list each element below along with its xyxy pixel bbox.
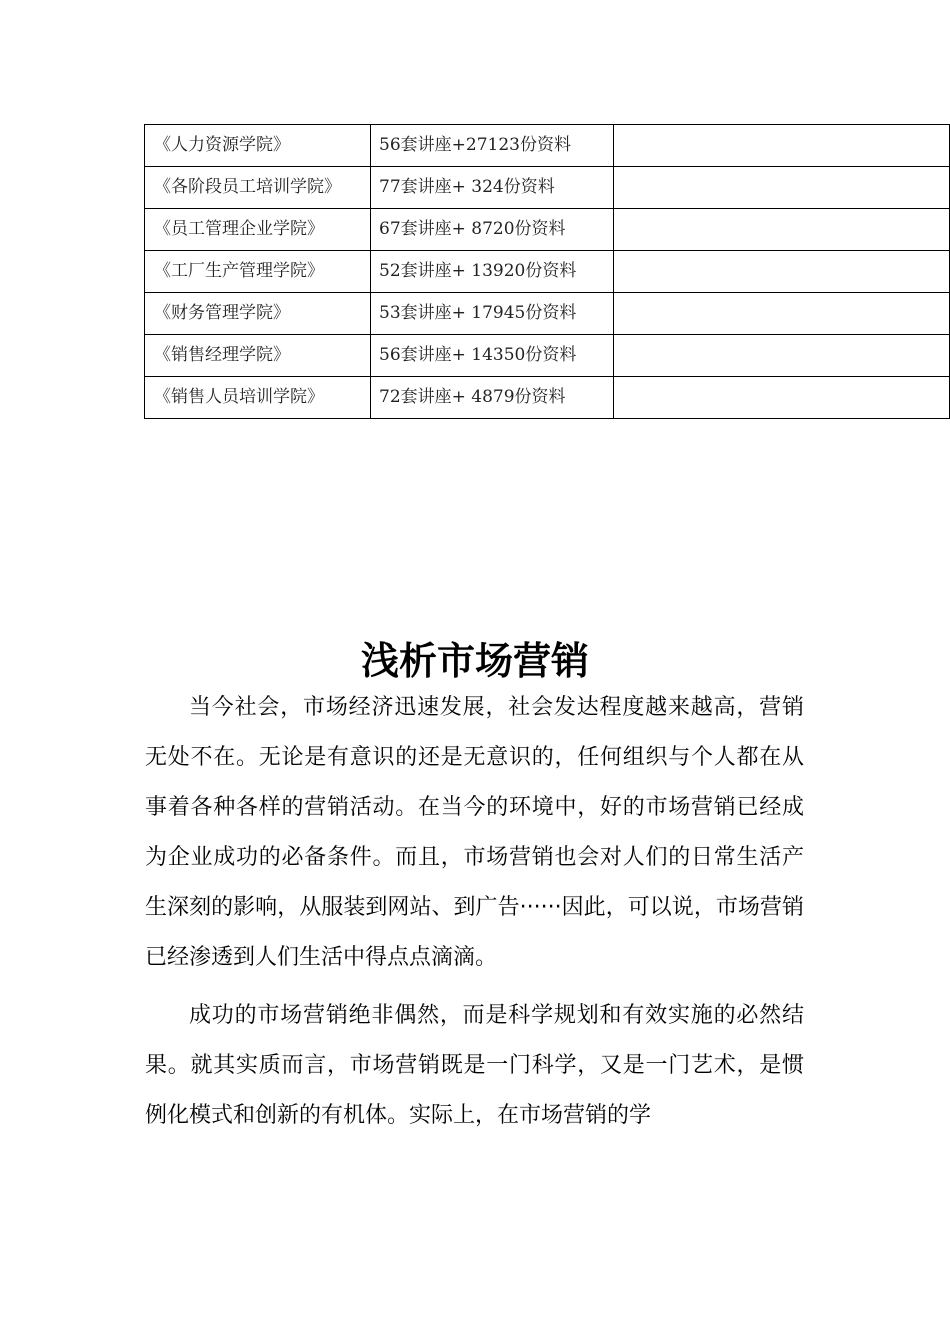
resource-count-cell: 56套讲座+ 14350份资料 bbox=[371, 335, 614, 377]
article-paragraph: 当今社会，市场经济迅速发展，社会发达程度越来越高，营销无处不在。无论是有意识的还是无意识的，任何组织与个人都在从事着各种各样的营销活动。在当今的环境中，好的市场营销已经成为企业成功的必备条件。而且，市场营销也会对人们的日常生活产生深刻的影响，从服装到网站、到广告······因此，可以说，市场营销已经渗透到人们生活中得点点滴滴。 bbox=[145, 695, 804, 970]
table-row bbox=[145, 167, 950, 209]
college-name-cell: 《工厂生产管理学院》 bbox=[145, 251, 371, 293]
college-name-cell: 《员工管理企业学院》 bbox=[145, 209, 371, 251]
resource-count-cell: 77套讲座+ 324份资料 bbox=[371, 167, 614, 209]
table-row bbox=[145, 209, 950, 251]
resource-count-cell: 72套讲座+ 4879份资料 bbox=[371, 377, 614, 419]
article-paragraph: 成功的市场营销绝非偶然，而是科学规划和有效实施的必然结果。就其实质而言，市场营销既是一门科学，又是一门艺术，是惯例化模式和创新的有机体。实际上，在市场营销的学 bbox=[145, 1003, 804, 1128]
resource-count-cell: 56套讲座+27123份资料 bbox=[371, 125, 614, 167]
article-body bbox=[145, 683, 804, 1141]
college-name-cell: 《各阶段员工培训学院》 bbox=[145, 167, 371, 209]
article-title: 浅析市场营销 bbox=[360, 639, 589, 683]
empty-cell bbox=[614, 377, 950, 419]
resource-count-cell: 67套讲座+ 8720份资料 bbox=[371, 209, 614, 251]
college-name-cell: 《人力资源学院》 bbox=[145, 125, 371, 167]
table-row bbox=[145, 251, 950, 293]
table-row bbox=[145, 293, 950, 335]
empty-cell bbox=[614, 125, 950, 167]
empty-cell bbox=[614, 335, 950, 377]
table-row bbox=[145, 125, 950, 167]
table-row bbox=[145, 335, 950, 377]
resource-count-cell: 53套讲座+ 17945份资料 bbox=[371, 293, 614, 335]
college-name-cell: 《财务管理学院》 bbox=[145, 293, 371, 335]
college-name-cell: 《销售人员培训学院》 bbox=[145, 377, 371, 419]
college-name-cell: 《销售经理学院》 bbox=[145, 335, 371, 377]
table-row bbox=[145, 377, 950, 419]
resource-count-cell: 52套讲座+ 13920份资料 bbox=[371, 251, 614, 293]
empty-cell bbox=[614, 293, 950, 335]
empty-cell bbox=[614, 209, 950, 251]
empty-cell bbox=[614, 251, 950, 293]
catalog-table bbox=[144, 124, 950, 419]
empty-cell bbox=[614, 167, 950, 209]
